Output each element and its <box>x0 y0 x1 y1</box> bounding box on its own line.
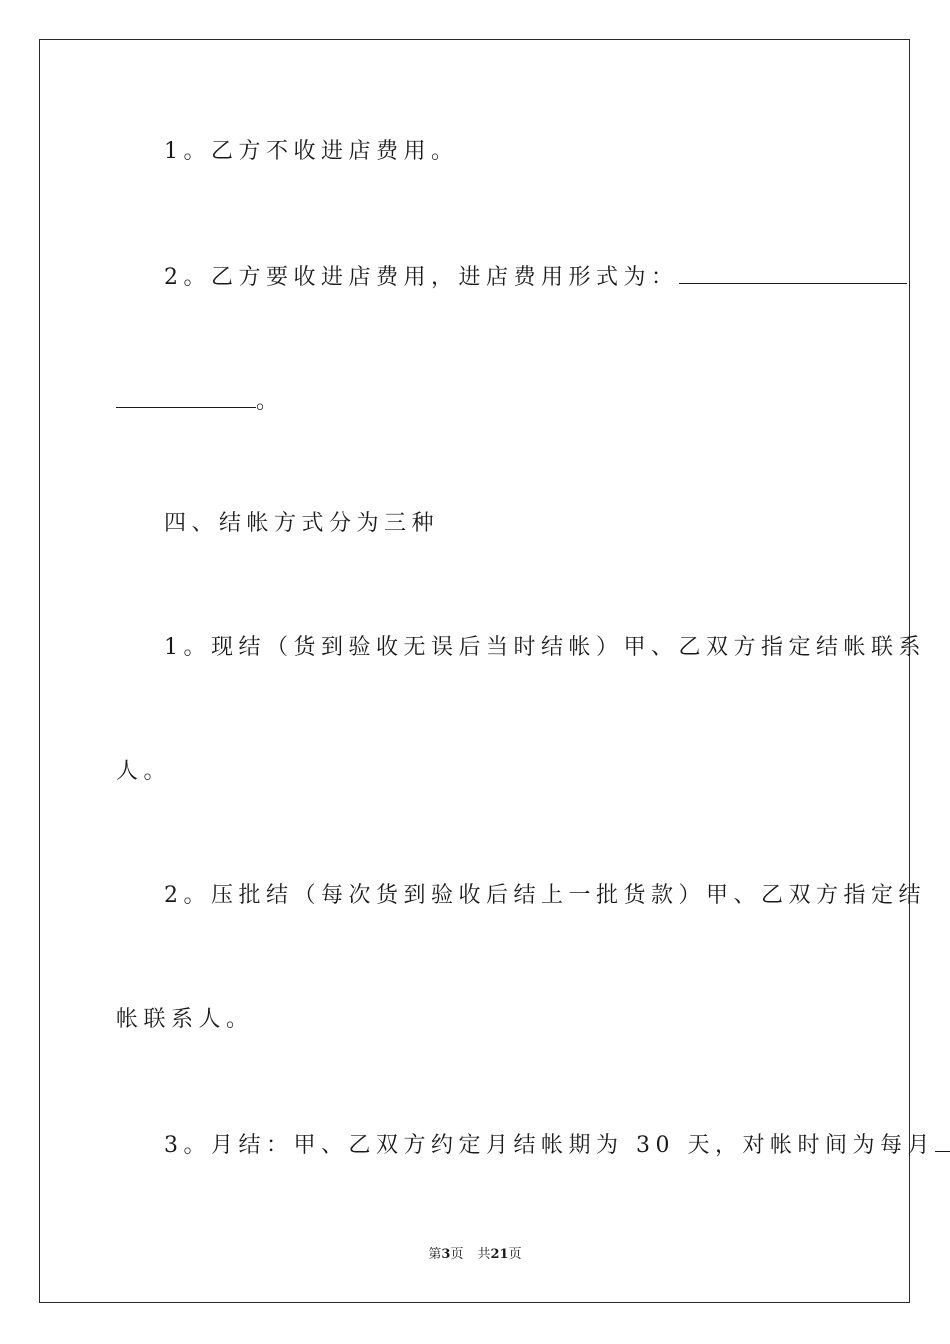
clause-line-7 <box>164 881 926 911</box>
total-suffix: 页 <box>508 1247 522 1262</box>
section-heading <box>164 509 884 539</box>
clause-text: 。 <box>256 389 284 414</box>
page-footer <box>0 1246 950 1264</box>
clause-line-6 <box>116 757 836 787</box>
clause-line-2 <box>164 261 884 293</box>
clause-line-3 <box>116 385 836 417</box>
page-border <box>39 39 910 1303</box>
clause-text: 帐联系人。 <box>116 1007 254 1032</box>
clause-text: 2。压批结（每次货到验收后结上一批货款）甲、乙双方指定结 <box>164 883 926 908</box>
fill-blank[interactable] <box>116 385 256 408</box>
fill-blank[interactable] <box>679 261 907 284</box>
clause-text: 人。 <box>116 759 172 784</box>
fill-blank[interactable] <box>935 1129 950 1152</box>
clause-text: 1。现结（货到验收无误后当时结帐）甲、乙双方指定结帐联系 <box>164 635 926 660</box>
total-prefix: 共 <box>477 1247 491 1262</box>
page-number: 3 <box>441 1247 451 1262</box>
section-heading-text: 四、结帐方式分为三种 <box>164 511 440 536</box>
clause-text: 2。乙方要收进店费用，进店费用形式为： <box>164 265 679 290</box>
clause-line-8 <box>116 1005 836 1035</box>
clause-line-1 <box>164 137 884 167</box>
clause-line-9 <box>164 1129 935 1161</box>
clause-line-5 <box>164 633 926 663</box>
page-prefix: 第 <box>428 1247 442 1262</box>
page-suffix: 页 <box>450 1247 464 1262</box>
clause-text: 3。月结：甲、乙双方约定月结帐期为 30 天，对帐时间为每月 <box>164 1133 935 1158</box>
clause-text: 1。乙方不收进店费用。 <box>164 139 459 164</box>
total-pages: 21 <box>490 1247 509 1262</box>
